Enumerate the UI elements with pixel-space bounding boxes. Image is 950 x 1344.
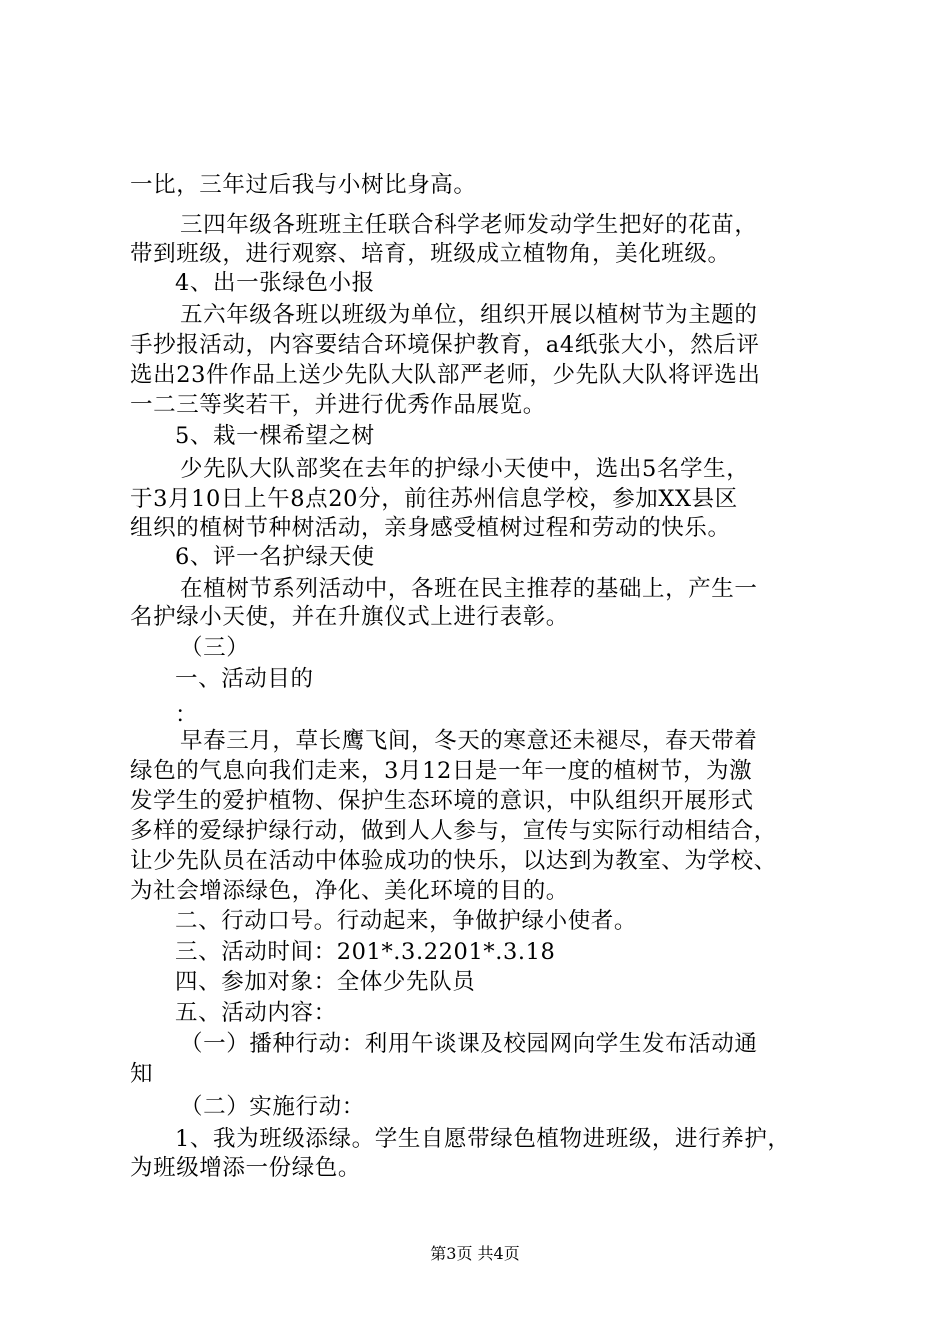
text-line: 名护绿小天使，并在升旗仪式上进行表彰。 <box>130 604 569 630</box>
text-line: 于3月10日上午8点20分，前往苏州信息学校，参加XX县区 <box>130 486 738 512</box>
text-line: ： <box>175 702 199 728</box>
text-line: 四、参加对象：全体少先队员 <box>175 969 476 995</box>
section-heading: 4、出一张绿色小报 <box>175 270 375 296</box>
text-line: 三四年级各班班主任联合科学老师发动学生把好的花苗， <box>180 212 758 238</box>
section-heading: 一、活动目的 <box>175 666 314 692</box>
text-line: 1、我为班级添绿。学生自愿带绿色植物进班级，进行养护， <box>175 1126 791 1152</box>
text-line: 知 <box>130 1061 154 1087</box>
text-line: 手抄报活动，内容要结合环境保护教育，a4纸张大小，然后评 <box>130 332 760 358</box>
text-line: 五六年级各班以班级为单位，组织开展以植树节为主题的 <box>180 302 758 328</box>
text-line: 少先队大队部奖在去年的护绿小天使中，选出5名学生， <box>180 456 750 482</box>
page-footer: 第3页 共4页 <box>430 1244 520 1263</box>
text-line: 组织的植树节种树活动，亲身感受植树过程和劳动的快乐。 <box>130 515 731 541</box>
text-line: 二、行动口号。行动起来，争做护绿小使者。 <box>175 908 638 934</box>
text-line: 为社会增添绿色，净化、美化环境的目的。 <box>130 878 569 904</box>
text-line: 为班级增添一份绿色。 <box>130 1155 362 1181</box>
text-line: 一二三等奖若干，并进行优秀作品展览。 <box>130 392 546 418</box>
text-line: 在植树节系列活动中，各班在民主推荐的基础上，产生一 <box>180 576 758 602</box>
section-heading: 6、评一名护绿天使 <box>175 544 375 570</box>
text-line: 发学生的爱护植物、保护生态环境的意识，中队组织开展形式 <box>130 788 754 814</box>
text-line: 带到班级，进行观察、培育，班级成立植物角，美化班级。 <box>130 241 731 267</box>
text-line: 一比，三年过后我与小树比身高。 <box>130 172 477 198</box>
text-line: （一）播种行动：利用午谈课及校园网向学生发布活动通 <box>180 1031 758 1057</box>
text-line: 三、活动时间：201*.3.2201*.3.18 <box>175 939 556 965</box>
text-line: 选出23件作品上送少先队大队部严老师，少先队大队将评选出 <box>130 362 761 388</box>
section-heading: 5、栽一棵希望之树 <box>175 423 375 449</box>
text-line: 五、活动内容： <box>175 1000 337 1026</box>
text-line: 早春三月，草长鹰飞间，冬天的寒意还未褪尽，春天带着 <box>180 728 758 754</box>
section-heading: （二）实施行动： <box>180 1094 365 1120</box>
text-line: 绿色的气息向我们走来，3月12日是一年一度的植树节，为激 <box>130 758 753 784</box>
section-heading: （三） <box>180 635 250 661</box>
text-line: 让少先队员在活动中体验成功的快乐，以达到为教室、为学校、 <box>130 848 777 874</box>
text-line: 多样的爱绿护绿行动，做到人人参与，宣传与实际行动相结合， <box>130 818 777 844</box>
